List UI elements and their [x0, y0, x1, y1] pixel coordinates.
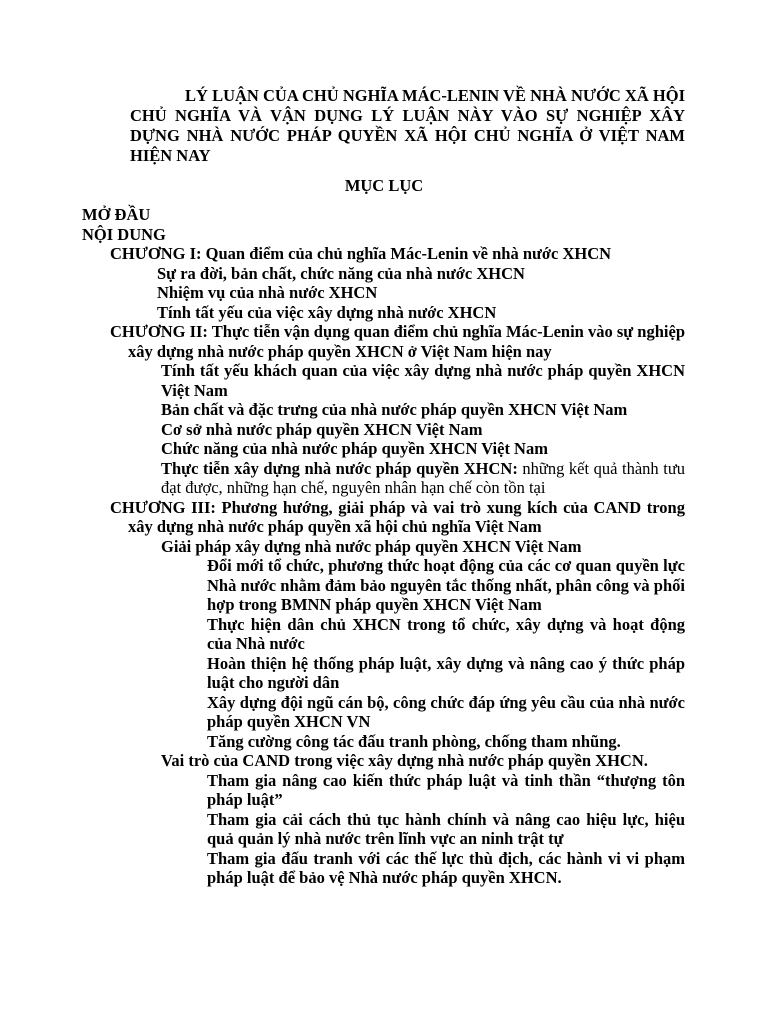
- document-title: LÝ LUẬN CỦA CHỦ NGHĨA MÁC-LENIN VỀ NHÀ NƯỚC XÃ HỘI CHỦ NGHĨA VÀ VẬN DỤNG LÝ LUẬN NÀY VÀO SỰ NGHIỆP XÂY DỰNG NHÀ NƯỚC PHÁP QUYỀN XÃ HỘI CHỦ NGHĨA Ở VIỆT NAM HIỆN NAY: [130, 86, 685, 165]
- toc-subitem: Tham gia cải cách thủ tục hành chính và nâng cao hiệu lực, hiệu quả quản lý nhà nước trên lĩnh vực an ninh trật tự: [207, 809, 685, 848]
- toc-chapter-2-item: Cơ sở nhà nước pháp quyền XHCN Việt Nam: [161, 419, 483, 439]
- toc-subitem: Thực hiện dân chủ XHCN trong tổ chức, xây dựng và hoạt động của Nhà nước: [207, 614, 685, 653]
- toc-chapter-2: CHƯƠNG II: Thực tiễn vận dụng quan điểm chủ nghĩa Mác-Lenin vào sự nghiệp xây dựng nhà nước pháp quyền XHCN ở Việt Nam hiện nay: [110, 322, 685, 361]
- toc-subitem: Hoàn thiện hệ thống pháp luật, xây dựng và nâng cao ý thức pháp luật cho người dân: [207, 653, 685, 692]
- toc-content: NỘI DUNG: [82, 224, 166, 244]
- toc-intro: MỞ ĐẦU: [82, 205, 151, 224]
- toc-chapter-3-section-2: Vai trò của CAND trong việc xây dựng nhà nước pháp quyền XHCN.: [161, 751, 648, 770]
- toc-chapter-1-item: Sự ra đời, bản chất, chức năng của nhà nước XHCN: [157, 263, 525, 283]
- toc-chapter-2-item: Tính tất yếu khách quan của việc xây dựng nhà nước pháp quyền XHCN Việt Nam: [161, 361, 685, 400]
- toc-subitem: Tăng cường công tác đấu tranh phòng, chống tham nhũng.: [207, 731, 621, 751]
- toc-subitem: Xây dựng đội ngũ cán bộ, công chức đáp ứng yêu cầu của nhà nước pháp quyền XHCN VN: [207, 692, 685, 731]
- toc-subitem: Đổi mới tổ chức, phương thức hoạt động của các cơ quan quyền lực Nhà nước nhằm đảm bảo nguyên tắc thống nhất, phân công và phối hợp trong BMNN pháp quyền XHCN Việt Nam: [207, 556, 685, 614]
- toc-chapter-3: CHƯƠNG III: Phương hướng, giải pháp và vai trò xung kích của CAND trong xây dựng nhà nước pháp quyền xã hội chủ nghĩa Việt Nam: [110, 497, 685, 536]
- toc-chapter-1-item: Nhiệm vụ của nhà nước XHCN: [157, 283, 378, 302]
- toc-chapter-3-section-1: Giải pháp xây dựng nhà nước pháp quyền XHCN Việt Nam: [161, 536, 582, 556]
- toc-chapter-1-item: Tính tất yếu của việc xây dựng nhà nước XHCN: [157, 302, 497, 322]
- toc-subitem: Tham gia nâng cao kiến thức pháp luật và tinh thần “thượng tôn pháp luật”: [207, 770, 685, 809]
- toc-chapter-2-item: Thực tiễn xây dựng nhà nước pháp quyền XHCN: những kết quả thành tưu đạt được, những hạn chế, nguyên nhân hạn chế còn tồn tại: [161, 458, 686, 497]
- toc-heading: MỤC LỤC: [344, 176, 424, 195]
- table-of-contents: [0, 205, 768, 888]
- toc-chapter-1: CHƯƠNG I: Quan điểm của chủ nghĩa Mác-Lenin về nhà nước XHCN: [110, 244, 612, 263]
- toc-chapter-2-item: Bản chất và đặc trưng của nhà nước pháp quyền XHCN Việt Nam: [161, 400, 628, 419]
- toc-subitem: Tham gia đấu tranh với các thế lực thù địch, các hành vi vi phạm pháp luật để bảo vệ Nhà nước pháp quyền XHCN.: [207, 848, 685, 887]
- toc-chapter-2-item: Chức năng của nhà nước pháp quyền XHCN Việt Nam: [161, 439, 548, 458]
